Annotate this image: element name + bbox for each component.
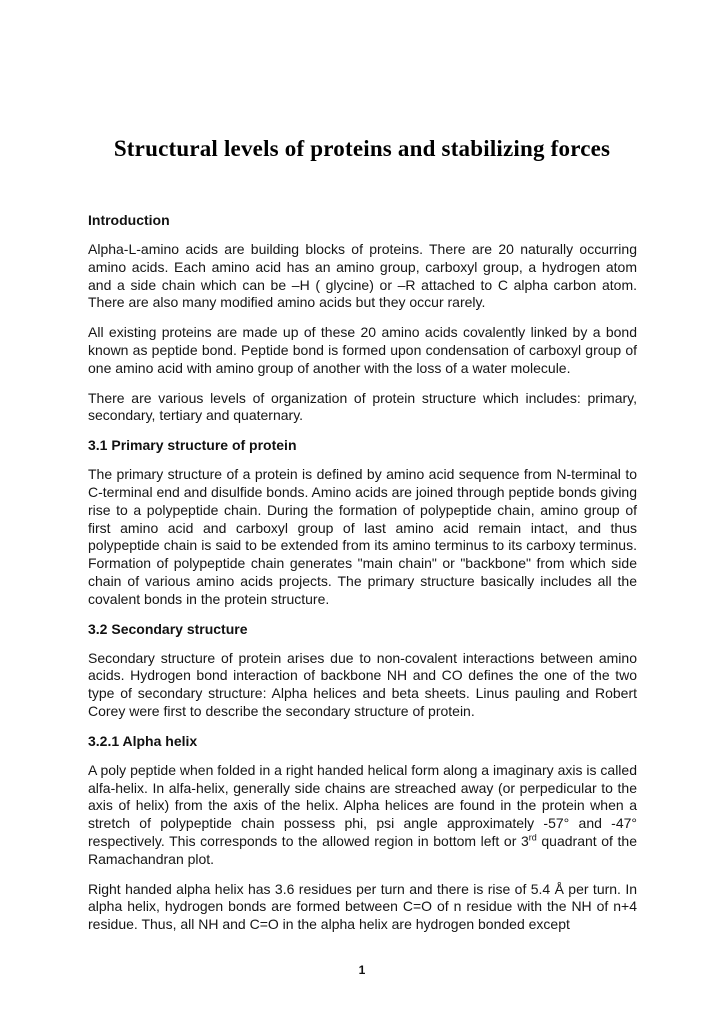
heading-8: 3.2.1 Alpha helix (88, 732, 198, 749)
document-body (88, 212, 637, 946)
paragraph-7: Secondary structure of protein arises due to non-covalent interactions between amino acids. Hydrogen bond interaction of backbone NH and CO defines the one of the two type of secondary structure: Alpha helices and beta sheets. Linus pauling and Robert Corey were first to describe the secondary structure of protein. (88, 649, 637, 719)
paragraph-5: The primary structure of a protein is defined by amino acid sequence from N-terminal to C-terminal end and disulfide bonds. Amino acids are joined through peptide bonds giving rise to a polypeptide chain. During the formation of polypeptide chain, amino group of first amino acid and carboxyl group of last amino acid remain intact, and thus polypeptide chain is said to be extended from its amino terminus to its carboxy terminus. Formation of polypeptide chain generates "main chain" or "backbone" from which side chain of various amino acids projects. The primary structure basically includes all the covalent bonds in the protein structure. (88, 466, 637, 607)
heading-0: Introduction (88, 212, 170, 228)
paragraph-3: There are various levels of organization of protein structure which includes: primary, secondary, tertiary and quaternary. (88, 389, 637, 424)
document-title: Structural levels of proteins and stabilizing forces (113, 136, 611, 161)
heading-6: 3.2 Secondary structure (88, 620, 248, 637)
page-footer (0, 961, 724, 979)
paragraph-2: All existing proteins are made up of these 20 amino acids covalently linked by a bond known as peptide bond. Peptide bond is formed upon condensation of carboxyl group of one amino acid with amino group of another with the loss of a water molecule. (88, 324, 637, 376)
paragraph-9: A poly peptide when folded in a right handed helical form along a imaginary axis is called alfa-helix. In alfa-helix, generally side chains are streached away (or perpedicular to the axis of helix) from the axis of the helix. Alpha helices are found in the protein when a stretch of polypeptide chain possess phi, psi angle approximately -57° and -47° respectively. This corresponds to the allowed region in bottom left or 3rd quadrant of the Ramachandran plot. (88, 761, 637, 867)
page-number: 1 (358, 963, 366, 977)
paragraph-1: Alpha-L-amino acids are building blocks of proteins. There are 20 naturally occurring amino acids. Each amino acid has an amino group, carboxyl group, a hydrogen atom and a side chain which can be –H ( glycine) or –R attached to C alpha carbon atom. There are also many modified amino acids but they occur rarely. (88, 241, 637, 311)
paragraph-10: Right handed alpha helix has 3.6 residues per turn and there is rise of 5.4 Å per turn. In alpha helix, hydrogen bonds are formed between C=O of n residue with the NH of n+4 residue. Thus, all NH and C=O in the alpha helix are hydrogen bonded except (88, 880, 637, 933)
heading-4: 3.1 Primary structure of protein (88, 437, 297, 454)
